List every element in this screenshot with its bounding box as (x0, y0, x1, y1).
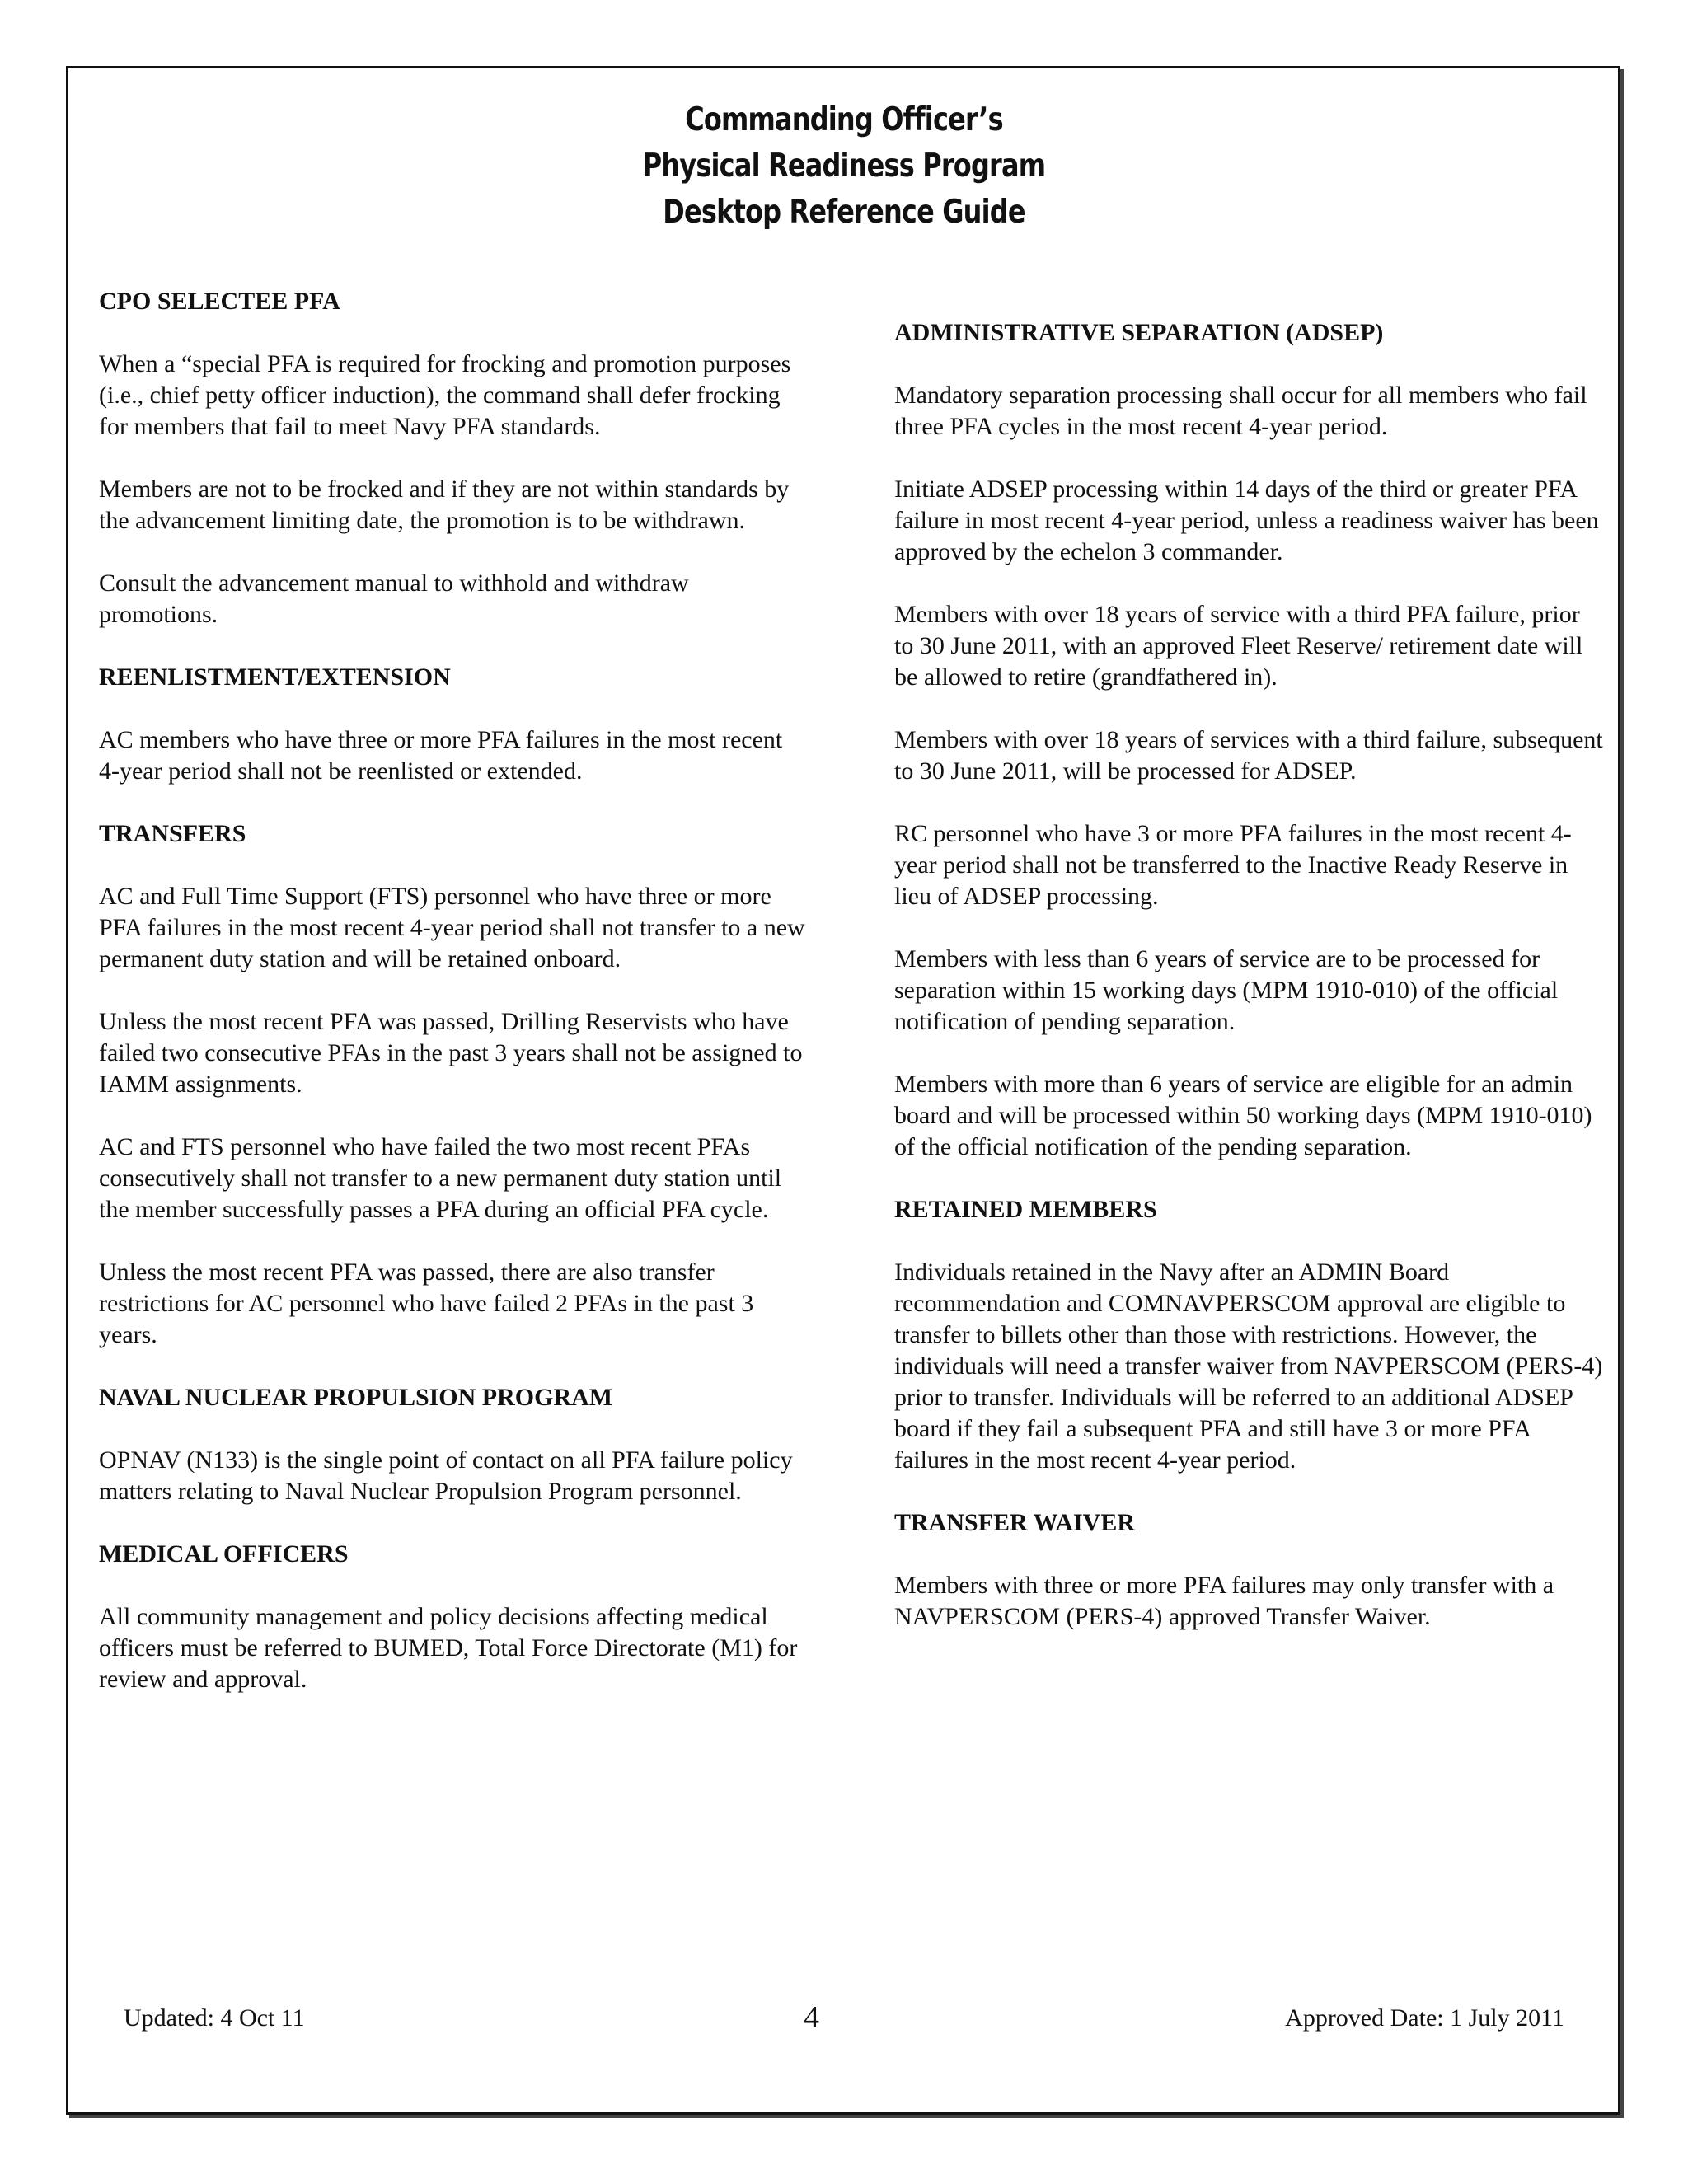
paragraph: Unless the most recent PFA was passed, there are also transfer restrictions for AC personnel who have failed 2 PFAs in the past 3 years. (99, 1258, 754, 1348)
paragraph: Members with over 18 years of service with a third PFA failure, prior to 30 June 2011, with an approved Fleet Reserve/ retirement date will be allowed to retire (grandfathered in). (894, 601, 1583, 691)
paragraph: AC members who have three or more PFA failures in the most recent 4-year period shall not be reenlisted or extended. (99, 726, 783, 785)
paragraph: When a “special PFA is required for frocking and promotion purposes (i.e., chief petty officer induction), the command shall defer frocking for members that fail to meet Navy PFA standards. (99, 350, 791, 440)
paragraph: RC personnel who have 3 or more PFA failures in the most recent 4-year period shall not be transferred to the Inactive Ready Reserve in lieu of ADSEP processing. (894, 820, 1572, 910)
paragraph: Members with less than 6 years of service are to be processed for separation within 15 working days (MPM 1910-010) of the official notification of pending separation. (894, 945, 1559, 1035)
left-column (99, 286, 808, 1727)
right-column (894, 317, 1603, 1664)
heading-transfers: TRANSFERS (99, 820, 246, 847)
footer-approved-date: Approved Date: 1 July 2011 (1285, 2004, 1564, 2032)
paragraph: Members are not to be frocked and if they are not within standards by the advancement limiting date, the promotion is to be withdrawn. (99, 476, 790, 534)
paragraph: All community management and policy decisions affecting medical officers must be referred to BUMED, Total Force Directorate (M1) for review and approval. (99, 1603, 798, 1693)
heading-naval-nuclear: NAVAL NUCLEAR PROPULSION PROGRAM (99, 1384, 613, 1411)
footer-updated: Updated: 4 Oct 11 (124, 2004, 305, 2032)
paragraph: Members with over 18 years of services with a third failure, subsequent to 30 June 2011, will be processed for ADSEP. (894, 726, 1603, 785)
heading-cpo-selectee: CPO SELECTEE PFA (99, 288, 340, 315)
paragraph: AC and Full Time Support (FTS) personnel who have three or more PFA failures in the most recent 4-year period shall not transfer to a new permanent duty station and will be retained onboard. (99, 883, 805, 972)
paragraph: Initiate ADSEP processing within 14 days of the third or greater PFA failure in most recent 4-year period, unless a readiness waiver has been approved by the echelon 3 commander. (894, 476, 1599, 565)
paragraph: Mandatory separation processing shall occur for all members who fail three PFA cycles in the most recent 4-year period. (894, 382, 1587, 440)
heading-reenlistment: REENLISTMENT/EXTENSION (99, 663, 451, 691)
heading-adsep: ADMINISTRATIVE SEPARATION (ADSEP) (894, 319, 1384, 346)
heading-retained-members: RETAINED MEMBERS (894, 1196, 1157, 1223)
paragraph: AC and FTS personnel who have failed the two most recent PFAs consecutively shall not transfer to a new permanent duty station until the member successfully passes a PFA during an official PFA cycle. (99, 1133, 782, 1223)
heading-transfer-waiver: TRANSFER WAIVER (894, 1509, 1136, 1536)
page-number: 4 (804, 2000, 819, 2035)
paragraph: Members with three or more PFA failures may only transfer with a NAVPERSCOM (PERS-4) approved Transfer Waiver. (894, 1572, 1554, 1630)
document-title (152, 97, 1536, 236)
paragraph: Consult the advancement manual to withhold and withdraw promotions. (99, 569, 689, 628)
title-line-3: Desktop Reference Guide (663, 194, 1025, 231)
paragraph: Members with more than 6 years of service are eligible for an admin board and will be processed within 50 working days (MPM 1910-010) of the official notification of the pending separation. (894, 1071, 1592, 1160)
paragraph: Individuals retained in the Navy after an ADMIN Board recommendation and COMNAVPERSCOM approval are eligible to transfer to billets other than those with restrictions. However, the individuals will need a transfer waiver from NAVPERSCOM (PERS-4) prior to transfer. Individuals will be referred to an additional ADSEP board if they fail a subsequent PFA and still have 3 or more PFA failures in the most recent 4-year period. (894, 1258, 1603, 1474)
paragraph: Unless the most recent PFA was passed, Drilling Reservists who have failed two consecutive PFAs in the past 3 years shall not be assigned to IAMM assignments. (99, 1008, 803, 1098)
paragraph: OPNAV (N133) is the single point of contact on all PFA failure policy matters relating to Naval Nuclear Propulsion Program personnel. (99, 1446, 793, 1505)
title-line-1: Commanding Officer’s (685, 101, 1003, 138)
title-line-2: Physical Readiness Program (642, 148, 1046, 185)
heading-medical-officers: MEDICAL OFFICERS (99, 1540, 349, 1568)
